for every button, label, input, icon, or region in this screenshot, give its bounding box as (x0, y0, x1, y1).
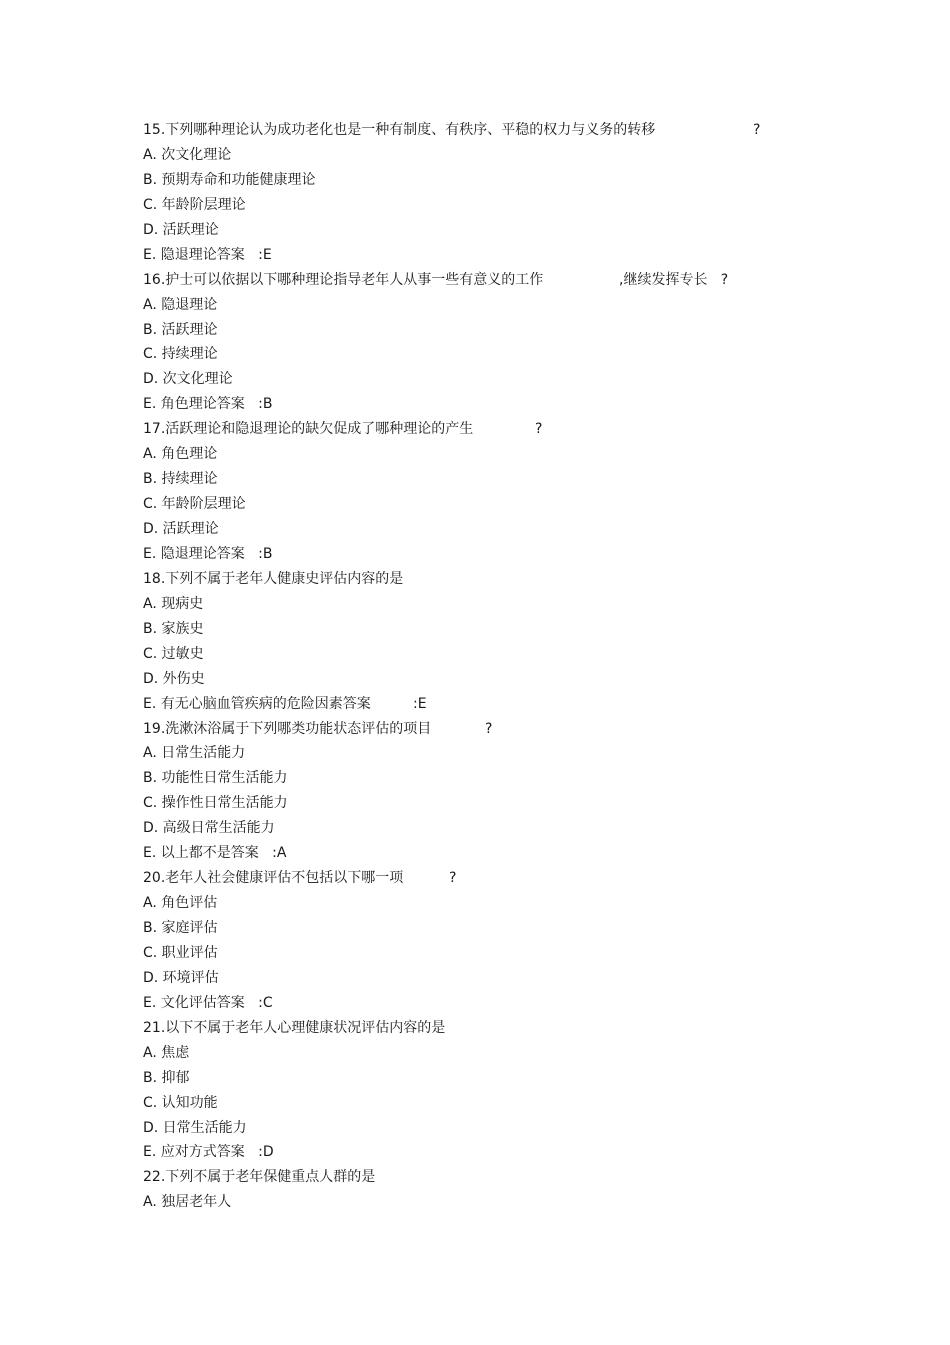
line-text: 17.活跃理论和隐退理论的缺欠促成了哪种理论的产生 (143, 421, 474, 438)
line-text: D. 环境评估 (143, 969, 219, 986)
line-text: 22.下列不属于老年保健重点人群的是 (143, 1169, 376, 1186)
line-tail-text: ? (449, 870, 457, 887)
answer-option (143, 1091, 803, 1116)
line-tail-text: ? (485, 720, 493, 737)
answer-option (143, 1041, 803, 1066)
line-text: D. 日常生活能力 (143, 1119, 247, 1136)
answer-option (143, 367, 803, 392)
line-text: A. 角色评估 (143, 895, 218, 912)
answer-option (143, 492, 803, 517)
answer-option (143, 243, 803, 268)
line-text: C. 职业评估 (143, 944, 218, 961)
line-text: A. 日常生活能力 (143, 745, 246, 762)
line-text: E. 隐退理论答案 :B (143, 545, 273, 562)
answer-option (143, 1066, 803, 1091)
line-text: E. 隐退理论答案 :E (143, 246, 272, 263)
line-text: 21.以下不属于老年人心理健康状况评估内容的是 (143, 1019, 446, 1036)
answer-option (143, 766, 803, 791)
answer-option (143, 218, 803, 243)
answer-option (143, 517, 803, 542)
answer-option (143, 193, 803, 218)
answer-option (143, 667, 803, 692)
line-text: C. 年龄阶层理论 (143, 496, 246, 513)
answer-option (143, 841, 803, 866)
answer-option (143, 1140, 803, 1165)
question-list (143, 118, 803, 1215)
line-text: 16.护士可以依据以下哪种理论指导老年人从事一些有意义的工作 (143, 271, 544, 288)
line-text: A. 角色理论 (143, 446, 218, 463)
line-text: A. 次文化理论 (143, 146, 232, 163)
answer-option (143, 542, 803, 567)
line-tail-text: :E (413, 695, 427, 712)
question-text (143, 1016, 803, 1041)
line-text: B. 持续理论 (143, 471, 218, 488)
answer-option (143, 966, 803, 991)
question-text (143, 268, 803, 293)
line-text: D. 高级日常生活能力 (143, 820, 275, 837)
line-text: D. 外伤史 (143, 670, 205, 687)
line-text: A. 隐退理论 (143, 296, 218, 313)
answer-option (143, 642, 803, 667)
question-text (143, 717, 803, 742)
line-text: 15.下列哪种理论认为成功老化也是一种有制度、有秩序、平稳的权力与义务的转移 (143, 122, 656, 138)
answer-option (143, 342, 803, 367)
answer-option (143, 941, 803, 966)
answer-option (143, 791, 803, 816)
answer-option (143, 991, 803, 1016)
line-text: 18.下列不属于老年人健康史评估内容的是 (143, 570, 404, 587)
line-text: A. 独居老年人 (143, 1194, 232, 1211)
line-text: E. 以上都不是答案 :A (143, 845, 287, 862)
line-text: 19.洗漱沐浴属于下列哪类功能状态评估的项目 (143, 720, 432, 737)
answer-option (143, 168, 803, 193)
line-text: C. 操作性日常生活能力 (143, 795, 288, 812)
answer-option (143, 692, 803, 717)
answer-option (143, 143, 803, 168)
answer-option (143, 1116, 803, 1141)
line-text: C. 过敏史 (143, 645, 204, 662)
line-text: E. 有无心脑血管疾病的危险因素答案 (143, 695, 371, 712)
answer-option (143, 442, 803, 467)
answer-option (143, 1190, 803, 1215)
answer-option (143, 916, 803, 941)
answer-option (143, 617, 803, 642)
line-text: B. 预期寿命和功能健康理论 (143, 171, 316, 188)
line-tail-text: ? (753, 122, 761, 138)
line-text: A. 焦虑 (143, 1044, 190, 1061)
line-text: D. 次文化理论 (143, 371, 233, 388)
line-tail-text: ? (535, 421, 543, 438)
line-text: C. 认知功能 (143, 1094, 218, 1111)
answer-option (143, 467, 803, 492)
line-text: D. 活跃理论 (143, 221, 219, 238)
line-text: B. 功能性日常生活能力 (143, 770, 288, 787)
line-text: C. 年龄阶层理论 (143, 196, 246, 213)
question-text (143, 118, 803, 143)
line-tail-text: ,继续发挥专长 ? (619, 271, 729, 288)
answer-option (143, 592, 803, 617)
line-text: B. 家族史 (143, 620, 204, 637)
question-text (143, 567, 803, 592)
answer-option (143, 293, 803, 318)
line-text: E. 文化评估答案 :C (143, 994, 273, 1011)
line-text: A. 现病史 (143, 595, 204, 612)
question-text (143, 1165, 803, 1190)
answer-option (143, 891, 803, 916)
line-text: C. 持续理论 (143, 346, 218, 363)
line-text: E. 角色理论答案 :B (143, 396, 273, 413)
answer-option (143, 741, 803, 766)
line-text: B. 活跃理论 (143, 321, 218, 338)
question-text (143, 866, 803, 891)
line-text: B. 抑郁 (143, 1069, 190, 1086)
answer-option (143, 816, 803, 841)
answer-option (143, 392, 803, 417)
question-text (143, 417, 803, 442)
line-text: E. 应对方式答案 :D (143, 1144, 274, 1161)
line-text: 20.老年人社会健康评估不包括以下哪一项 (143, 870, 404, 887)
answer-option (143, 318, 803, 343)
line-text: D. 活跃理论 (143, 521, 219, 537)
line-text: B. 家庭评估 (143, 920, 218, 936)
